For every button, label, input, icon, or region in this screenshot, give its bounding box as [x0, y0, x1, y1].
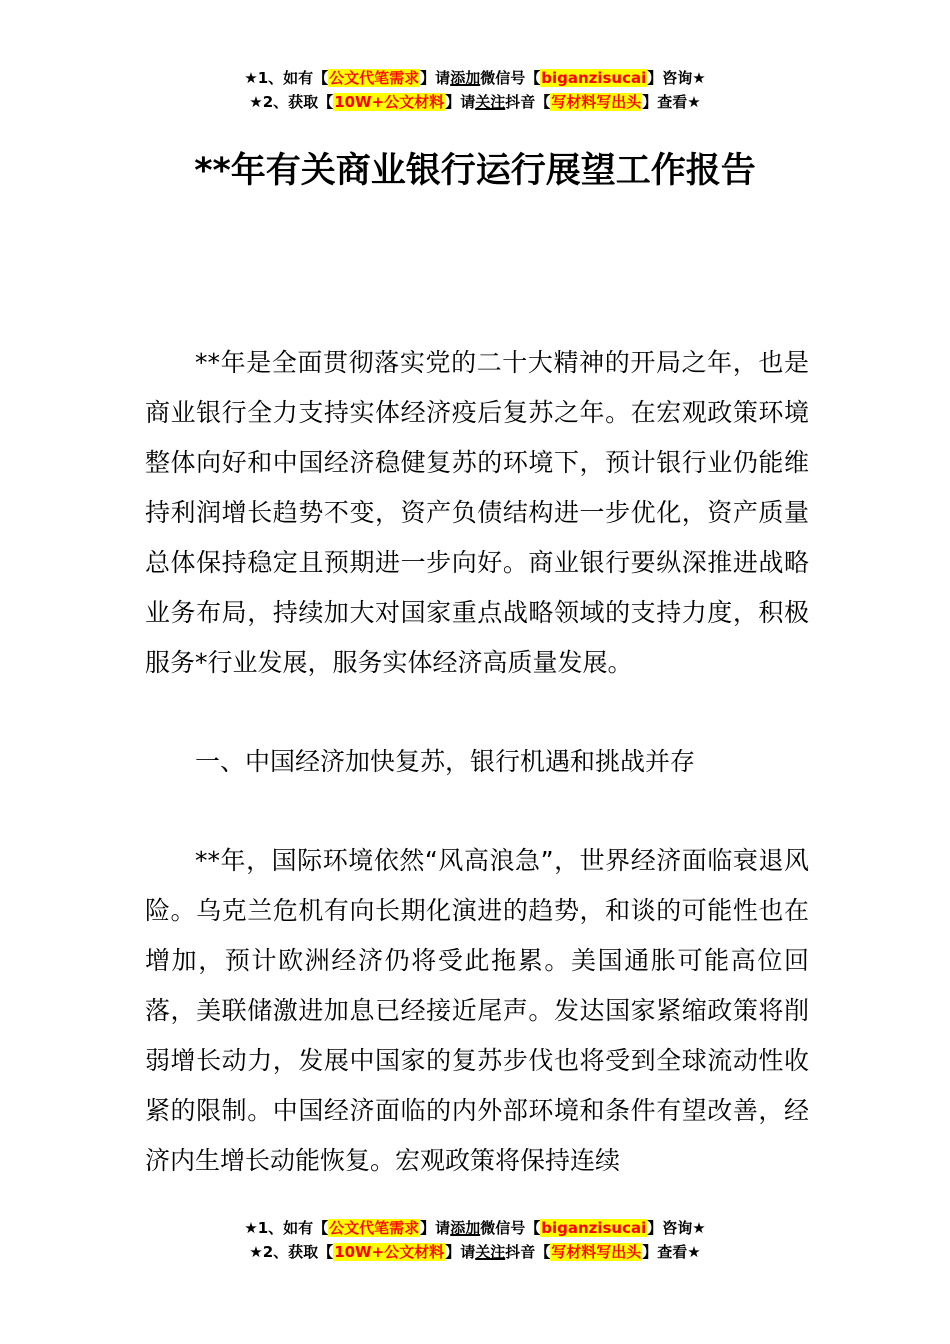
- promo-line-2: [0, 1240, 950, 1264]
- promo-line-1: [0, 66, 950, 90]
- body-section-heading: [145, 737, 809, 787]
- promo-text: 】咨询★: [647, 69, 706, 87]
- promo-highlight: 10W+公文材料: [334, 1243, 445, 1261]
- promo-text: 抖音【: [505, 1243, 551, 1261]
- promo-line-2: [0, 90, 950, 114]
- document-title: **年有关商业银行运行展望工作报告: [194, 151, 756, 191]
- promo-text: 】请: [445, 93, 476, 111]
- promo-highlight: biganzisucai: [541, 1219, 647, 1237]
- promo-text: ★2、获取【: [249, 1243, 334, 1261]
- promo-highlight: 公文代笔需求: [329, 69, 420, 87]
- promo-text: 】咨询★: [647, 1219, 706, 1237]
- promo-text: ★2、获取【: [249, 93, 334, 111]
- promo-text: ★1、如有【: [244, 1219, 329, 1237]
- footer-promo-banner: [0, 1216, 950, 1264]
- promo-text: 】请: [420, 1219, 451, 1237]
- promo-text: 】请: [420, 69, 451, 87]
- promo-highlight: 写材料写出头: [551, 1243, 642, 1261]
- promo-highlight: 10W+公文材料: [334, 93, 445, 111]
- promo-text: 微信号【: [480, 69, 541, 87]
- promo-text: 】查看★: [642, 1243, 701, 1261]
- promo-highlight: 写材料写出头: [551, 93, 642, 111]
- body-section-economy: [145, 836, 809, 1186]
- promo-text: ★1、如有【: [244, 69, 329, 87]
- promo-highlight: 公文代笔需求: [329, 1219, 420, 1237]
- body-paragraph: **年，国际环境依然“风高浪急”，世界经济面临衰退风险。乌克兰危机有向长期化演进的趋势，和谈的可能性也在增加，预计欧洲经济仍将受此拖累。美国通胀可能高位回落，美联储激进加息已经接近尾声。发达国家紧缩政策将削弱增长动力，发展中国家的复苏步伐也将受到全球流动性收紧的限制。中国经济面临的内外部环境和条件有望改善，经济内生增长动能恢复。宏观政策将保持连续: [145, 846, 809, 1175]
- promo-underlined-text: 添加: [450, 1219, 481, 1237]
- body-section-intro: [145, 338, 809, 688]
- promo-underlined-text: 关注: [475, 93, 506, 111]
- promo-underlined-text: 关注: [475, 1243, 506, 1261]
- section-heading: 一、中国经济加快复苏，银行机遇和挑战并存: [195, 747, 696, 776]
- promo-highlight: biganzisucai: [541, 69, 647, 87]
- promo-text: 微信号【: [480, 1219, 541, 1237]
- promo-underlined-text: 添加: [450, 69, 481, 87]
- body-paragraph: **年是全面贯彻落实党的二十大精神的开局之年，也是商业银行全力支持实体经济疫后复苏之年。在宏观政策环境整体向好和中国经济稳健复苏的环境下，预计银行业仍能维持利润增长趋势不变，资产负债结构进一步优化，资产质量总体保持稳定且预期进一步向好。商业银行要纵深推进战略业务布局，持续加大对国家重点战略领域的支持力度，积极服务*行业发展，服务实体经济高质量发展。: [145, 348, 809, 677]
- promo-text: 】查看★: [642, 93, 701, 111]
- promo-text: 】请: [445, 1243, 476, 1261]
- promo-text: 抖音【: [505, 93, 551, 111]
- promo-line-1: [0, 1216, 950, 1240]
- header-promo-banner: [0, 66, 950, 114]
